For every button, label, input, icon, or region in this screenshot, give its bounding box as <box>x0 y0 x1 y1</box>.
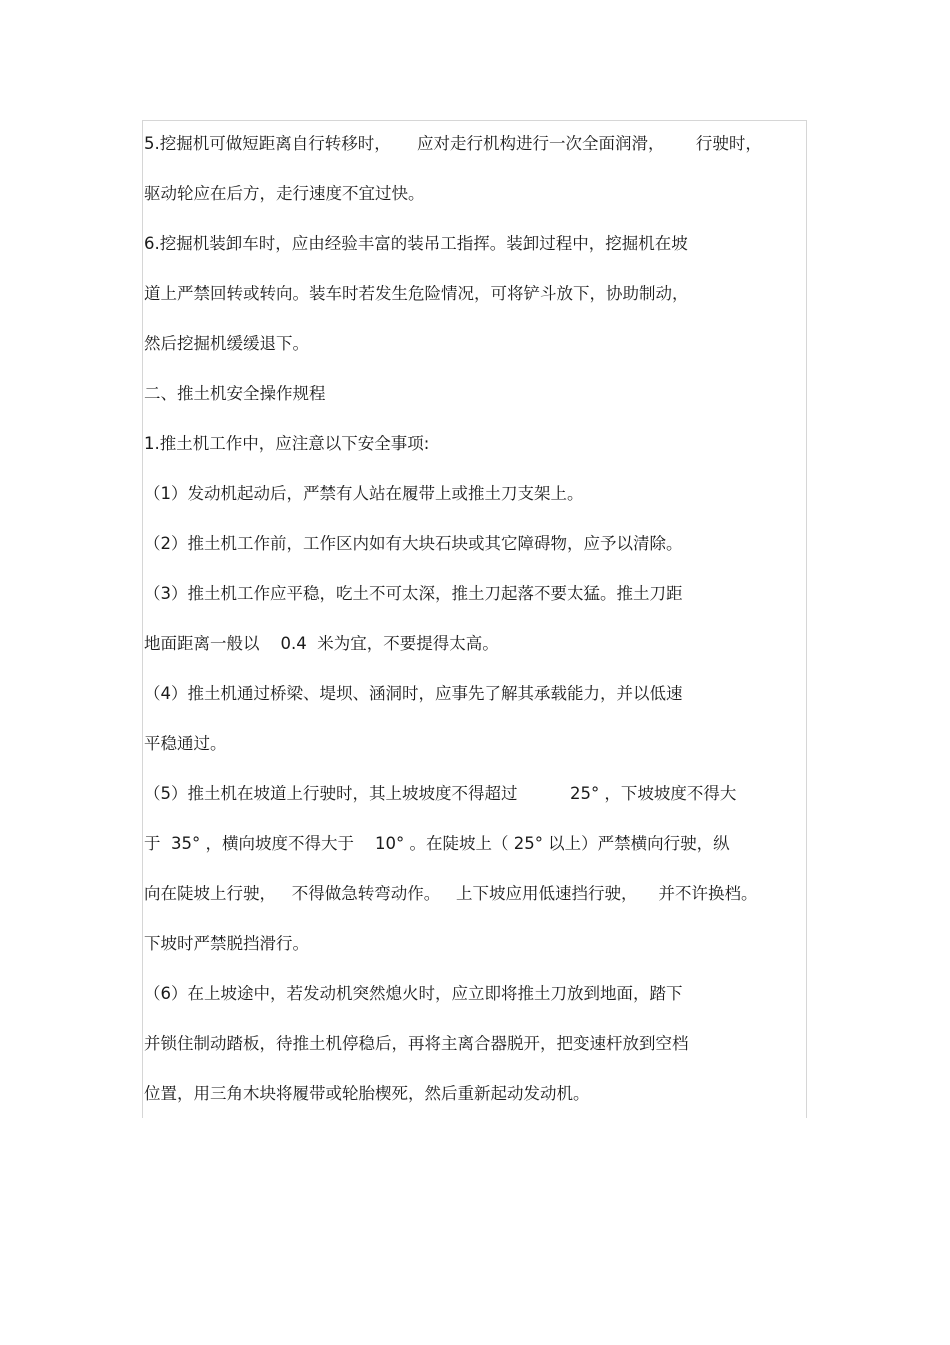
text-line: 然后挖掘机缓缓退下。 <box>144 334 309 353</box>
page-frame-top <box>142 120 807 121</box>
text-line: 1.推土机工作中，应注意以下安全事项: <box>144 434 430 453</box>
text-line: （6）在上坡途中，若发动机突然熄火时，应立即将推土刀放到地面，踏下 <box>144 984 683 1003</box>
page-frame-right <box>806 120 807 1118</box>
text-line: （3）推土机工作应平稳，吃土不可太深，推土刀起落不要太猛。推土刀距 <box>144 584 683 603</box>
text-line: 5.挖掘机可做短距离自行转移时， 应对走行机构进行一次全面润滑， 行驶时， <box>144 134 762 153</box>
text-line: 向在陡坡上行驶， 不得做急转弯动作。 上下坡应用低速挡行驶， 并不许换档。 <box>144 884 758 903</box>
text-line: 地面距离一般以 0.4 米为宜，不要提得太高。 <box>144 634 499 653</box>
text-line: （1）发动机起动后，严禁有人站在履带上或推土刀支架上。 <box>144 484 584 503</box>
text-line: 于 35° ，横向坡度不得大于 10° 。在陡坡上（ 25° 以上）严禁横向行驶，纵 <box>144 834 730 853</box>
text-line: 道上严禁回转或转向。装车时若发生危险情况，可将铲斗放下，协助制动， <box>144 284 689 303</box>
text-line: （5）推土机在坡道上行驶时，其上坡坡度不得超过 25° ，下坡坡度不得大 <box>144 784 737 803</box>
section-heading: 二、推土机安全操作规程 <box>144 384 326 403</box>
text-line: （2）推土机工作前，工作区内如有大块石块或其它障碍物，应予以清除。 <box>144 534 683 553</box>
text-line: （4）推土机通过桥梁、堤坝、涵洞时，应事先了解其承载能力，并以低速 <box>144 684 683 703</box>
text-line: 驱动轮应在后方，走行速度不宜过快。 <box>144 184 425 203</box>
text-line: 并锁住制动踏板，待推土机停稳后，再将主离合器脱开，把变速杆放到空档 <box>144 1034 689 1053</box>
text-line: 平稳通过。 <box>144 734 227 753</box>
text-line: 位置，用三角木块将履带或轮胎楔死，然后重新起动发动机。 <box>144 1084 590 1103</box>
text-line: 6.挖掘机装卸车时，应由经验丰富的装吊工指挥。装卸过程中，挖掘机在坡 <box>144 234 688 253</box>
page-frame-left <box>142 120 143 1118</box>
text-line: 下坡时严禁脱挡滑行。 <box>144 934 309 953</box>
